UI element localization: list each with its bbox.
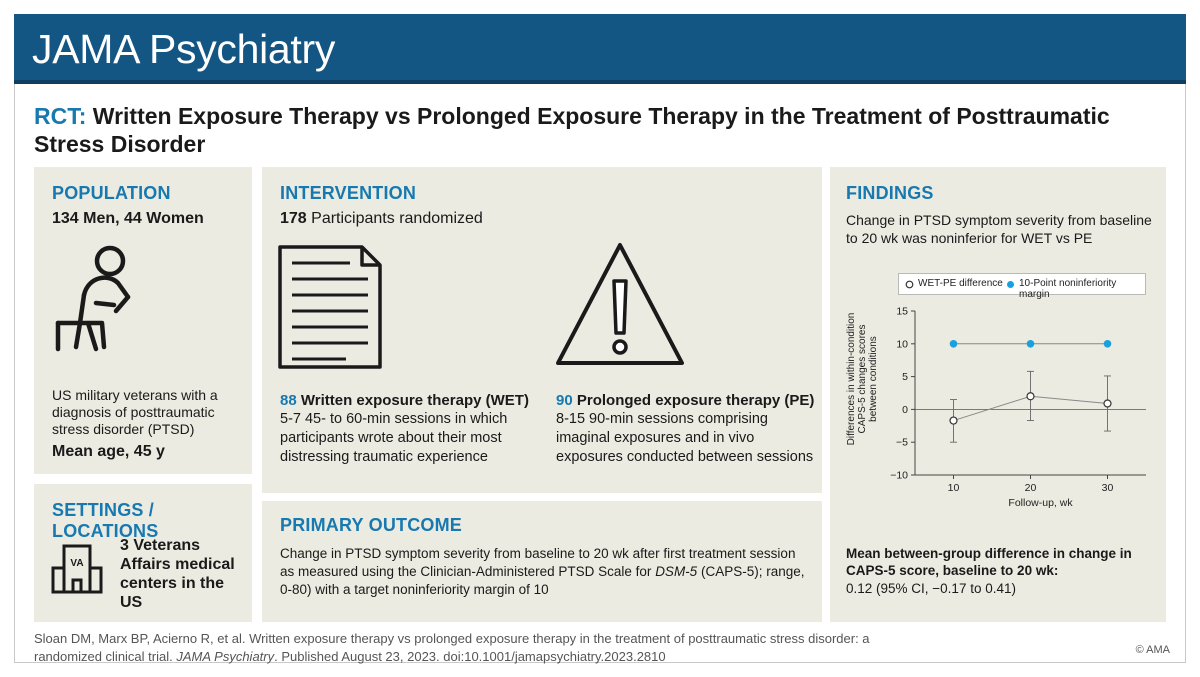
citation (34, 630, 934, 666)
hospital-building-icon (50, 542, 104, 596)
legend-open-circle-marker (905, 280, 914, 289)
pe-count: 90 (556, 392, 573, 409)
copyright: © AMA (1135, 644, 1170, 656)
margin-point (950, 340, 958, 348)
primary-outcome-dsm: DSM-5 (655, 564, 698, 579)
page-title (34, 102, 1134, 158)
x-tick-label: 10 (947, 482, 960, 494)
population-counts: 134 Men, 44 Women (52, 210, 204, 227)
settings-heading: SETTINGS / LOCATIONS (52, 500, 159, 541)
journal-title: JAMA Psychiatry (32, 26, 336, 72)
findings-result-label: Mean between-group difference in change in CAPS-5 score, baseline to 20 wk: (846, 546, 1132, 578)
findings-result-value: 0.12 (95% CI, −0.17 to 0.41) (846, 581, 1016, 596)
population-heading: POPULATION (52, 183, 171, 203)
wet-description: 5-7 45- to 60-min sessions in which participants wrote about their most distressing traumatic experience (280, 411, 508, 465)
legend-filled-circle-marker (1006, 280, 1015, 289)
title-text: Written Exposure Therapy vs Prolonged Exposure Therapy in the Treatment of Posttraumatic Stress Disorder (34, 103, 1110, 157)
y-tick-label: −5 (896, 436, 908, 449)
primary-outcome-panel (262, 501, 822, 622)
intervention-total-text: Participants randomized (311, 210, 483, 227)
settings-text: 3 Veterans Affairs medical centers in the US (120, 537, 235, 611)
y-tick-label: 10 (896, 338, 908, 351)
sitting-person-icon (44, 239, 164, 359)
margin-point (1027, 340, 1035, 348)
population-panel (34, 167, 252, 474)
y-tick-label: 0 (902, 403, 908, 416)
settings-panel (34, 484, 252, 622)
wet-pe-point (950, 417, 957, 424)
wet-pe-point (1027, 393, 1034, 400)
wet-count: 88 (280, 392, 297, 409)
margin-point (1104, 340, 1112, 348)
chart-legend (898, 273, 1146, 300)
x-tick-label: 20 (1024, 482, 1037, 494)
pe-description: 8-15 90-min sessions comprising imaginal exposures and in vivo exposures conducted between sessions (556, 411, 814, 465)
primary-outcome-text-2: (CAPS-5); range, 0-80) with a target noninferiority margin of 10 (280, 564, 805, 597)
intervention-panel (262, 167, 822, 493)
wet-pe-point (1104, 400, 1111, 407)
chart-x-label: Follow-up, wk (1008, 497, 1073, 509)
findings-panel (830, 167, 1166, 622)
wet-arm (280, 391, 535, 410)
legend-label-wet-pe: WET-PE difference (918, 278, 1003, 289)
pe-arm (556, 391, 816, 410)
journal-header (14, 14, 1186, 84)
y-tick-label: −10 (890, 469, 908, 482)
intervention-total (280, 209, 483, 228)
findings-summary: Change in PTSD symptom severity from baseline to 20 wk was noninferior for WET vs PE (846, 212, 1152, 246)
va-label: VA (70, 558, 84, 569)
document-icon (276, 243, 386, 371)
primary-outcome-heading: PRIMARY OUTCOME (280, 515, 463, 535)
y-tick-label: 5 (902, 371, 908, 384)
citation-journal: JAMA Psychiatry (176, 649, 275, 664)
intervention-total-number: 178 (280, 210, 307, 227)
legend-label-margin: 10-Point noninferiority margin (1019, 278, 1117, 300)
warning-triangle-icon (552, 239, 688, 371)
pe-name: Prolonged exposure therapy (PE) (576, 392, 815, 409)
wet-name: Written exposure therapy (WET) (300, 392, 529, 409)
chart-y-label: Differences in within-conditionCAPS-5 changes scoresbetween conditions (846, 312, 879, 446)
y-tick-label: 15 (896, 305, 908, 318)
findings-chart (830, 297, 1166, 515)
citation-text-1: Sloan DM, Marx BP, Acierno R, et al. Written exposure therapy vs prolonged exposure therapy in the treatment of posttraumatic stress disorder: a randomized clinical trial. (34, 631, 870, 664)
title-lead: RCT: (34, 103, 87, 129)
findings-heading: FINDINGS (846, 183, 934, 203)
population-description: US military veterans with a diagnosis of posttraumatic stress disorder (PTSD) (52, 387, 218, 437)
primary-outcome-text-1: Change in PTSD symptom severity from baseline to 20 wk after first treatment session as measured using the Clinician-Administered PTSD Scale for (280, 546, 796, 579)
intervention-heading: INTERVENTION (280, 183, 417, 203)
x-tick-label: 30 (1101, 482, 1114, 494)
population-mean-age: Mean age, 45 y (52, 443, 165, 460)
primary-outcome-text (280, 545, 805, 599)
citation-text-2: . Published August 23, 2023. doi:10.1001/jamapsychiatry.2023.2810 (274, 649, 666, 664)
